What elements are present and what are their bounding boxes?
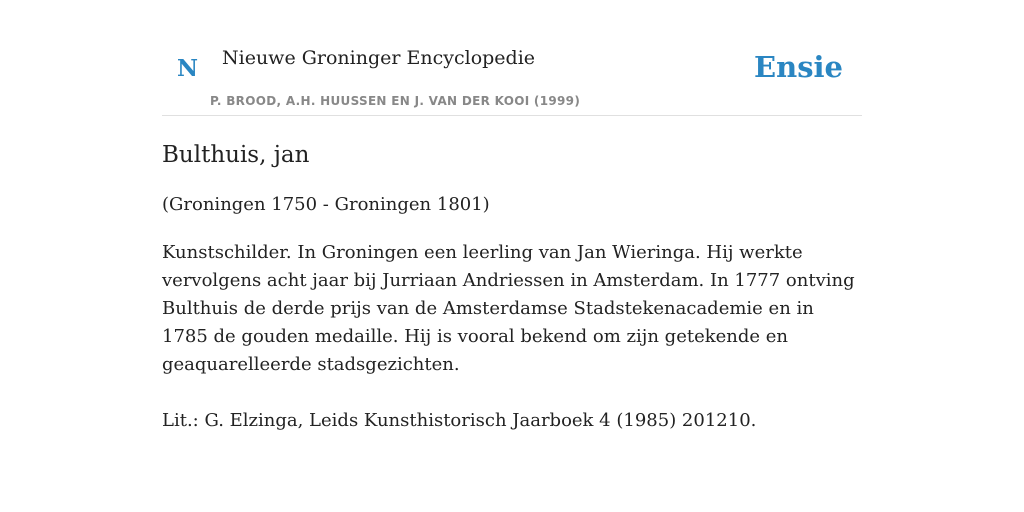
entry-literature: Lit.: G. Elzinga, Leids Kunsthistorisch Jaarboek 4 (1985) 201210. <box>162 410 757 431</box>
book-logo[interactable]: N <box>177 55 199 82</box>
book-authors: P. BROOD, A.H. HUUSSEN EN J. VAN DER KOOI (1999) <box>210 94 581 108</box>
entry-title: Bulthuis, jan <box>162 142 310 168</box>
page-container <box>162 0 862 435</box>
entry-body: Kunstschilder. In Groningen een leerling van Jan Wieringa. Hij werkte vervolgens acht jaar bij Jurriaan Andriessen in Amsterdam. In 1777 ontving Bulthuis de derde prijs van de Amsterdamse Stadstekenacademie en in 1785 de gouden medaille. Hij is vooral bekend om zijn getekende en geaquarelleerde stadsgezichten. <box>162 242 855 375</box>
book-title[interactable]: Nieuwe Groninger Encyclopedie <box>222 47 536 69</box>
entry-dates: (Groningen 1750 - Groningen 1801) <box>162 194 490 215</box>
site-logo[interactable]: Ensie <box>754 50 843 84</box>
book-header <box>162 0 862 116</box>
